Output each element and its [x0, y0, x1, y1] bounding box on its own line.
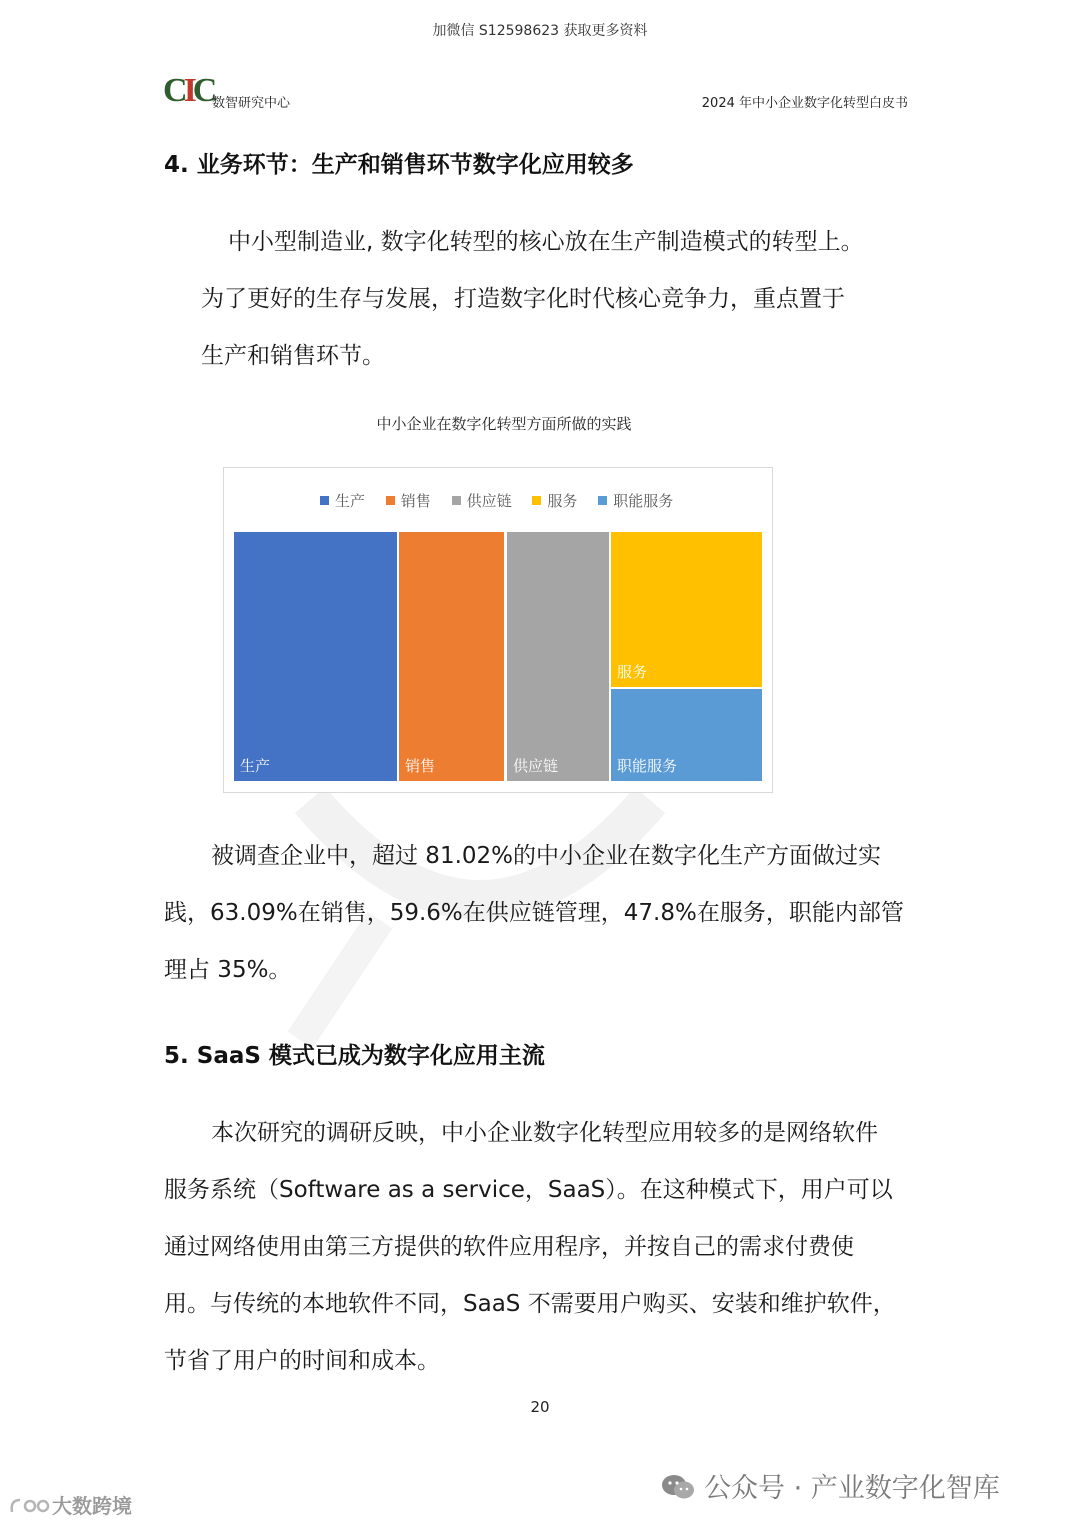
brand-icon: [8, 1496, 52, 1516]
tile-label: 职能服务: [617, 757, 678, 775]
wechat-icon: [660, 1473, 696, 1501]
legend-swatch: [386, 496, 395, 505]
section-5-heading: 5. SaaS 模式已成为数字化应用主流: [164, 1043, 545, 1069]
logo-text: 数智研究中心: [212, 96, 291, 111]
chart-title: 中小企业在数字化转型方面所做的实践: [376, 415, 632, 433]
section-4-result-line-2: 践，63.09%在销售，59.6%在供应链管理，47.8%在服务，职能内部管: [164, 900, 904, 926]
section-4-intro-line-3: 生产和销售环节。: [201, 343, 385, 369]
top-note: 加微信 S12598623 获取更多资料: [432, 23, 648, 39]
tile-label: 供应链: [513, 757, 559, 775]
legend-item: 服务: [532, 490, 577, 511]
chart-legend: [320, 490, 689, 511]
corner-watermark: 大数跨境: [8, 1490, 132, 1519]
treemap-tile-service: [611, 532, 762, 687]
legend-item: 职能服务: [598, 490, 673, 511]
section-4-intro-line-2: 为了更好的生存与发展，打造数字化时代核心竞争力，重点置于: [201, 286, 845, 312]
tile-label: 销售: [405, 757, 436, 775]
legend-swatch: [532, 496, 541, 505]
treemap-tile-production: [234, 532, 397, 781]
treemap-tile-supply-chain: [507, 532, 609, 781]
document-title: 2024 年中小企业数字化转型白皮书: [701, 96, 908, 111]
tile-label: 生产: [240, 757, 271, 775]
section-5-line-5: 节省了用户的时间和成本。: [164, 1348, 440, 1374]
section-4-result-line-1: 被调查企业中，超过 81.02%的中小企业在数字化生产方面做过实: [211, 843, 882, 869]
legend-swatch: [452, 496, 461, 505]
treemap-tile-sales: [399, 532, 504, 781]
legend-item: 生产: [320, 490, 365, 511]
section-4-intro-line-1: 中小型制造业, 数字化转型的核心放在生产制造模式的转型上。: [228, 229, 864, 255]
section-4-heading: 4. 业务环节：生产和销售环节数字化应用较多: [164, 152, 634, 178]
legend-item: 供应链: [452, 490, 512, 511]
legend-item: 销售: [386, 490, 431, 511]
legend-swatch: [320, 496, 329, 505]
legend-swatch: [598, 496, 607, 505]
section-4-result-line-3: 理占 35%。: [164, 957, 292, 983]
tile-label: 服务: [617, 663, 648, 681]
section-5-line-3: 通过网络使用由第三方提供的软件应用程序，并按自己的需求付费使: [164, 1234, 854, 1260]
cic-logo: CIC: [163, 72, 214, 109]
section-5-line-2: 服务系统（Software as a service，SaaS）。在这种模式下，用户可以: [164, 1177, 893, 1203]
wechat-watermark: 公众号 · 产业数字化智库: [660, 1466, 1000, 1505]
section-5-line-1: 本次研究的调研反映，中小企业数字化转型应用较多的是网络软件: [211, 1120, 878, 1146]
page-number: 20: [530, 1398, 550, 1416]
treemap-tile-functional-service: [611, 689, 762, 781]
section-5-line-4: 用。与传统的本地软件不同，SaaS 不需要用户购买、安装和维护软件，: [164, 1291, 896, 1317]
